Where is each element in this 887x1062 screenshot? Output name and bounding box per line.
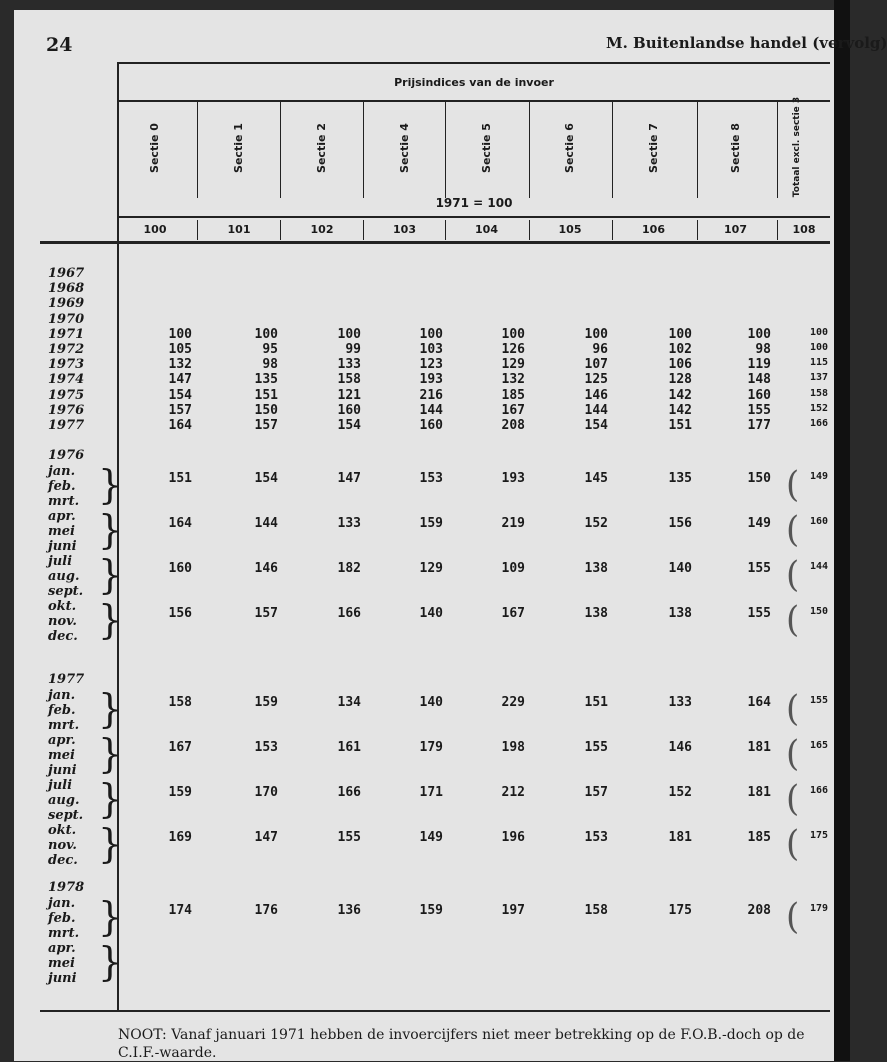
quarter-value-1976-q1-101: 154 — [254, 471, 278, 486]
quarter-value-1977-q1-107: 164 — [747, 695, 771, 710]
column-separator — [445, 102, 446, 198]
quarter-value-1977-q3-105: 157 — [584, 785, 608, 800]
code-separator — [280, 220, 281, 240]
quarter-value-1976-q3-105: 138 — [584, 561, 608, 576]
column-separator — [280, 102, 281, 198]
quarter-value-1976-q4-102: 166 — [337, 606, 361, 621]
total-brace-left: ( — [786, 896, 800, 938]
annual-value-1973-100: 132 — [168, 357, 192, 373]
annual-value-1974-103: 193 — [419, 372, 443, 388]
quarter-value-1976-q4-107: 155 — [747, 606, 771, 621]
code-separator — [197, 220, 198, 240]
code-separator — [445, 220, 446, 240]
annual-value-1973-106: 106 — [668, 357, 692, 373]
quarter-value-1976-q4-103: 140 — [419, 606, 443, 621]
quarter-value-1976-q1-103: 153 — [419, 471, 443, 486]
annual-value-1974-104: 132 — [501, 372, 525, 388]
quarter-value-1976-q1-107: 150 — [747, 471, 771, 486]
month-label: mrt. — [48, 494, 80, 509]
month-label: aug. — [48, 569, 80, 584]
quarter-value-1978-q1-107: 208 — [747, 903, 771, 918]
annual-value-1973-102: 133 — [337, 357, 361, 373]
annual-value-1972-101: 95 — [262, 342, 278, 357]
total-brace-left: ( — [786, 778, 800, 820]
quarter-value-1978-q1-103: 159 — [419, 903, 443, 918]
annual-value-1972-106: 102 — [668, 342, 692, 357]
annual-value-1975-106: 142 — [668, 387, 692, 403]
quarter-value-1976-q4-105: 138 — [584, 606, 608, 621]
total-brace-left: ( — [786, 599, 800, 641]
quarter-value-1976-q2-104: 219 — [501, 516, 525, 531]
column-header-107: Sectie 8 — [728, 123, 742, 173]
quarter-value-1977-q4-104: 196 — [501, 830, 525, 845]
month-label: mrt. — [48, 926, 80, 941]
annual-value-1976-103: 144 — [419, 402, 443, 418]
quarter-value-1977-q4-100: 169 — [168, 830, 192, 845]
quarter-value-1978-q1-104: 197 — [501, 903, 525, 918]
quarter-value-1976-q3-106: 140 — [668, 561, 692, 576]
annual-value-1971-108: 100 — [809, 326, 828, 338]
column-separator — [529, 102, 530, 198]
total-brace-left: ( — [786, 733, 800, 775]
column-code-100: 100 — [143, 223, 167, 236]
total-brace-left: ( — [786, 464, 800, 506]
quarter-value-1976-q2-100: 164 — [168, 516, 192, 531]
total-brace-left: ( — [786, 554, 800, 596]
footnote: NOOT: Vanaf januari 1971 hebben de invoercijfers niet meer betrekking op de F.O.B.-doch op de C.I.F.-waarde. — [118, 1027, 805, 1061]
total-brace-left: ( — [786, 509, 800, 551]
quarter-value-1977-q2-100: 167 — [168, 740, 192, 755]
month-label: dec. — [48, 629, 78, 644]
quarter-value-1977-q3-106: 152 — [668, 785, 692, 800]
annual-value-1976-108: 152 — [809, 402, 828, 414]
quarter-value-1977-q4-107: 185 — [747, 830, 771, 845]
column-header-101: Sectie 1 — [232, 123, 245, 173]
quarter-value-1978-q1-100: 174 — [168, 903, 192, 918]
quarter-value-1976-q4-101: 157 — [254, 606, 278, 621]
quarter-value-1977-q1-105: 151 — [584, 695, 608, 710]
quarter-value-1977-q3-102: 166 — [337, 785, 361, 800]
annual-value-1977-106: 151 — [668, 418, 692, 433]
quarter-value-1978-q1-101: 176 — [254, 903, 278, 918]
quarter-value-1976-q3-108: 144 — [809, 561, 828, 572]
annual-value-1976-100: 157 — [168, 402, 192, 418]
annual-value-1971-101: 100 — [254, 326, 278, 342]
column-code-102: 102 — [310, 223, 334, 236]
quarter-value-1977-q2-103: 179 — [419, 740, 443, 755]
quarter-value-1976-q1-106: 135 — [668, 471, 692, 486]
code-separator — [612, 220, 613, 240]
column-code-107: 107 — [724, 223, 747, 236]
year-label: 1975 — [48, 387, 85, 403]
annual-value-1973-104: 129 — [501, 357, 525, 373]
quarter-value-1976-q1-108: 149 — [809, 471, 828, 482]
column-code-103: 103 — [393, 223, 416, 236]
year-label: 1970 — [48, 311, 85, 327]
column-header-103: Sectie 4 — [397, 123, 411, 173]
quarter-value-1976-q4-108: 150 — [809, 606, 828, 617]
month-label: mei — [48, 748, 75, 763]
quarter-value-1977-q3-103: 171 — [419, 785, 443, 800]
quarter-value-1976-q1-102: 147 — [337, 471, 361, 486]
annual-value-1976-107: 155 — [747, 402, 771, 418]
quarter-brace: } — [98, 820, 123, 868]
year-label: 1967 — [48, 266, 85, 281]
annual-value-1976-104: 167 — [501, 402, 525, 418]
annual-value-1976-101: 150 — [254, 402, 278, 418]
quarter-value-1977-q4-105: 153 — [584, 830, 608, 845]
month-label: okt. — [48, 599, 77, 614]
annual-value-1971-107: 100 — [747, 326, 771, 342]
quarter-value-1976-q3-107: 155 — [747, 561, 771, 576]
annual-value-1972-108: 100 — [809, 342, 828, 353]
annual-value-1974-101: 135 — [254, 372, 278, 388]
quarter-brace: } — [98, 506, 123, 554]
quarter-value-1977-q2-106: 146 — [668, 740, 692, 755]
annual-value-1977-107: 177 — [747, 418, 771, 433]
table-top-rule — [118, 62, 830, 64]
year-label: 1977 — [48, 418, 85, 433]
annual-value-1975-103: 216 — [419, 387, 443, 403]
quarter-value-1976-q2-103: 159 — [419, 516, 443, 531]
quarter-value-1978-q1-106: 175 — [668, 903, 692, 918]
annual-value-1971-104: 100 — [501, 326, 525, 342]
annual-value-1972-104: 126 — [501, 342, 525, 357]
page-number: 24 — [46, 34, 73, 56]
month-label: jan. — [48, 464, 76, 479]
column-header-105: Sectie 6 — [563, 123, 576, 173]
year-label: 1974 — [48, 372, 85, 388]
month-label: juli — [48, 554, 73, 569]
annual-value-1972-105: 96 — [592, 342, 608, 357]
month-label: sept. — [48, 808, 84, 823]
annual-value-1974-105: 125 — [584, 372, 608, 388]
month-label: jan. — [48, 688, 76, 703]
code-separator — [697, 220, 698, 240]
month-label: juli — [48, 778, 73, 793]
code-separator — [363, 220, 364, 240]
quarter-value-1976-q2-106: 156 — [668, 516, 692, 531]
quarter-value-1977-q1-103: 140 — [419, 695, 443, 710]
quarter-value-1976-q1-100: 151 — [168, 471, 192, 486]
annual-value-1974-108: 137 — [809, 372, 828, 384]
annual-value-1974-106: 128 — [668, 372, 692, 388]
annual-value-1975-100: 154 — [168, 387, 192, 403]
annual-value-1977-105: 154 — [584, 418, 608, 433]
block-year-label: 1978 — [48, 880, 85, 895]
month-label: dec. — [48, 853, 78, 868]
annual-value-1975-102: 121 — [337, 387, 361, 403]
quarter-value-1977-q3-104: 212 — [501, 785, 525, 800]
column-separator — [697, 102, 698, 198]
month-label: mrt. — [48, 718, 80, 733]
annual-value-1976-102: 160 — [337, 402, 361, 418]
quarter-value-1978-q1-102: 136 — [337, 903, 361, 918]
annual-value-1971-106: 100 — [668, 326, 692, 342]
quarter-value-1977-q2-105: 155 — [584, 740, 608, 755]
year-label: 1969 — [48, 296, 85, 312]
annual-value-1972-102: 99 — [345, 342, 361, 357]
quarter-brace: } — [98, 685, 123, 733]
annual-value-1977-100: 164 — [168, 418, 192, 433]
annual-value-1975-104: 185 — [501, 387, 525, 403]
total-brace-left: ( — [786, 823, 800, 865]
quarter-value-1977-q4-106: 181 — [668, 830, 692, 845]
quarter-value-1976-q3-103: 129 — [419, 561, 443, 576]
column-code-106: 106 — [642, 223, 665, 236]
annual-value-1972-107: 98 — [755, 342, 771, 357]
month-label: mei — [48, 956, 75, 971]
quarter-value-1977-q1-108: 155 — [809, 695, 828, 706]
base-year-label: 1971 = 100 — [435, 196, 513, 210]
month-label: juni — [48, 971, 77, 986]
column-separator — [363, 102, 364, 198]
column-header-104: Sectie 5 — [479, 123, 493, 173]
month-label: jan. — [48, 896, 76, 911]
month-label: feb. — [48, 703, 76, 718]
annual-value-1971-100: 100 — [168, 326, 192, 342]
quarter-value-1976-q2-102: 133 — [337, 516, 361, 531]
annual-value-1977-102: 154 — [337, 418, 361, 433]
month-label: aug. — [48, 793, 80, 808]
quarter-brace: } — [98, 893, 123, 941]
annual-value-1974-100: 147 — [168, 372, 192, 388]
column-header-100: Sectie 0 — [148, 123, 161, 173]
month-label: apr. — [48, 941, 76, 956]
month-label: nov. — [48, 838, 77, 853]
quarter-brace: } — [98, 596, 123, 644]
column-separator — [612, 102, 613, 198]
annual-value-1974-102: 158 — [337, 372, 361, 388]
code-separator — [529, 220, 530, 240]
block-year-label: 1976 — [48, 448, 85, 463]
quarter-value-1977-q3-107: 181 — [747, 785, 771, 800]
quarter-value-1976-q2-101: 144 — [254, 516, 278, 531]
quarter-value-1978-q1-105: 158 — [584, 903, 608, 918]
annual-value-1971-102: 100 — [337, 326, 361, 342]
month-label: nov. — [48, 614, 77, 629]
year-label: 1971 — [48, 326, 85, 342]
column-code-108: 108 — [792, 223, 816, 236]
annual-value-1972-100: 105 — [168, 342, 192, 357]
quarter-value-1976-q3-102: 182 — [337, 561, 361, 576]
column-separator — [197, 102, 198, 198]
quarter-brace: } — [98, 730, 123, 778]
column-header-108: Totaal excl. sectie 3 — [792, 96, 802, 198]
month-label: feb. — [48, 911, 76, 926]
year-label: 1976 — [48, 402, 85, 418]
month-label: okt. — [48, 823, 77, 838]
quarter-brace: } — [98, 461, 123, 509]
column-separator — [777, 102, 778, 198]
quarter-value-1977-q4-101: 147 — [254, 830, 278, 845]
month-label: juni — [48, 763, 77, 778]
quarter-value-1976-q2-108: 160 — [809, 516, 828, 527]
month-label: sept. — [48, 584, 84, 599]
quarter-value-1977-q2-101: 153 — [254, 740, 278, 755]
page-edge-shadow — [834, 0, 850, 1061]
quarter-brace: } — [98, 938, 123, 986]
annual-value-1977-104: 208 — [501, 418, 525, 433]
quarter-value-1976-q2-105: 152 — [584, 516, 608, 531]
year-label: 1968 — [48, 281, 85, 297]
quarter-value-1976-q3-104: 109 — [501, 561, 525, 576]
column-code-101: 101 — [227, 223, 251, 236]
quarter-value-1977-q2-102: 161 — [337, 740, 361, 755]
quarter-value-1977-q1-101: 159 — [254, 695, 278, 710]
annual-value-1975-105: 146 — [584, 387, 608, 403]
quarter-value-1977-q4-102: 155 — [337, 830, 361, 845]
quarter-value-1976-q4-100: 156 — [168, 606, 192, 621]
annual-value-1977-103: 160 — [419, 418, 443, 433]
column-code-105: 105 — [558, 223, 582, 236]
codes-rule — [40, 241, 830, 244]
annual-value-1976-105: 144 — [584, 402, 608, 418]
column-code-104: 104 — [475, 223, 498, 236]
annual-value-1973-101: 98 — [262, 357, 278, 373]
annual-value-1971-103: 100 — [419, 326, 443, 342]
year-label: 1972 — [48, 342, 85, 357]
annual-value-1977-108: 166 — [809, 418, 828, 429]
page-title: M. Buitenlandse handel (vervolg) — [606, 34, 887, 52]
quarter-value-1977-q2-104: 198 — [501, 740, 525, 755]
annual-value-1975-101: 151 — [254, 387, 278, 403]
quarter-value-1977-q3-100: 159 — [168, 785, 192, 800]
quarter-value-1976-q4-104: 167 — [501, 606, 525, 621]
quarter-value-1977-q3-101: 170 — [254, 785, 278, 800]
title-rule — [118, 100, 830, 102]
quarter-value-1977-q4-108: 175 — [809, 830, 828, 841]
annual-value-1971-105: 100 — [584, 326, 608, 342]
annual-value-1975-107: 160 — [747, 387, 771, 403]
annual-value-1973-108: 115 — [809, 357, 828, 369]
quarter-brace: } — [98, 775, 123, 823]
column-header-102: Sectie 2 — [315, 123, 328, 173]
bottom-rule — [40, 1010, 830, 1012]
quarter-value-1977-q3-108: 166 — [809, 785, 828, 796]
annual-value-1973-107: 119 — [747, 357, 771, 373]
quarter-value-1977-q2-107: 181 — [747, 740, 771, 755]
quarter-value-1977-q1-104: 229 — [501, 695, 525, 710]
quarter-value-1976-q2-107: 149 — [747, 516, 771, 531]
quarter-value-1976-q1-105: 145 — [584, 471, 608, 486]
quarter-value-1977-q4-103: 149 — [419, 830, 443, 845]
month-label: juni — [48, 539, 77, 554]
quarter-value-1978-q1-108: 179 — [809, 903, 828, 914]
quarter-brace: } — [98, 551, 123, 599]
month-label: feb. — [48, 479, 76, 494]
month-label: apr. — [48, 509, 76, 524]
annual-value-1973-105: 107 — [584, 357, 608, 373]
code-separator — [777, 220, 778, 240]
quarter-value-1977-q1-100: 158 — [168, 695, 192, 710]
quarter-value-1976-q1-104: 193 — [501, 471, 525, 486]
block-year-label: 1977 — [48, 672, 85, 687]
month-label: mei — [48, 524, 75, 539]
year-label: 1973 — [48, 357, 85, 373]
annual-value-1972-103: 103 — [419, 342, 443, 357]
quarter-value-1977-q1-106: 133 — [668, 695, 692, 710]
annual-value-1975-108: 158 — [809, 387, 828, 399]
column-header-106: Sectie 7 — [646, 123, 660, 173]
quarter-value-1976-q3-101: 146 — [254, 561, 278, 576]
table-title: Prijsindices van de invoer — [394, 76, 554, 89]
annual-value-1976-106: 142 — [668, 402, 692, 418]
head-rule — [118, 216, 830, 218]
total-brace-left: ( — [786, 688, 800, 730]
annual-value-1974-107: 148 — [747, 372, 771, 388]
quarter-value-1977-q1-102: 134 — [337, 695, 361, 710]
quarter-value-1976-q3-100: 160 — [168, 561, 192, 576]
annual-value-1977-101: 157 — [254, 418, 278, 433]
month-label: apr. — [48, 733, 76, 748]
annual-value-1973-103: 123 — [419, 357, 443, 373]
quarter-value-1976-q4-106: 138 — [668, 606, 692, 621]
quarter-value-1977-q2-108: 165 — [809, 740, 828, 751]
